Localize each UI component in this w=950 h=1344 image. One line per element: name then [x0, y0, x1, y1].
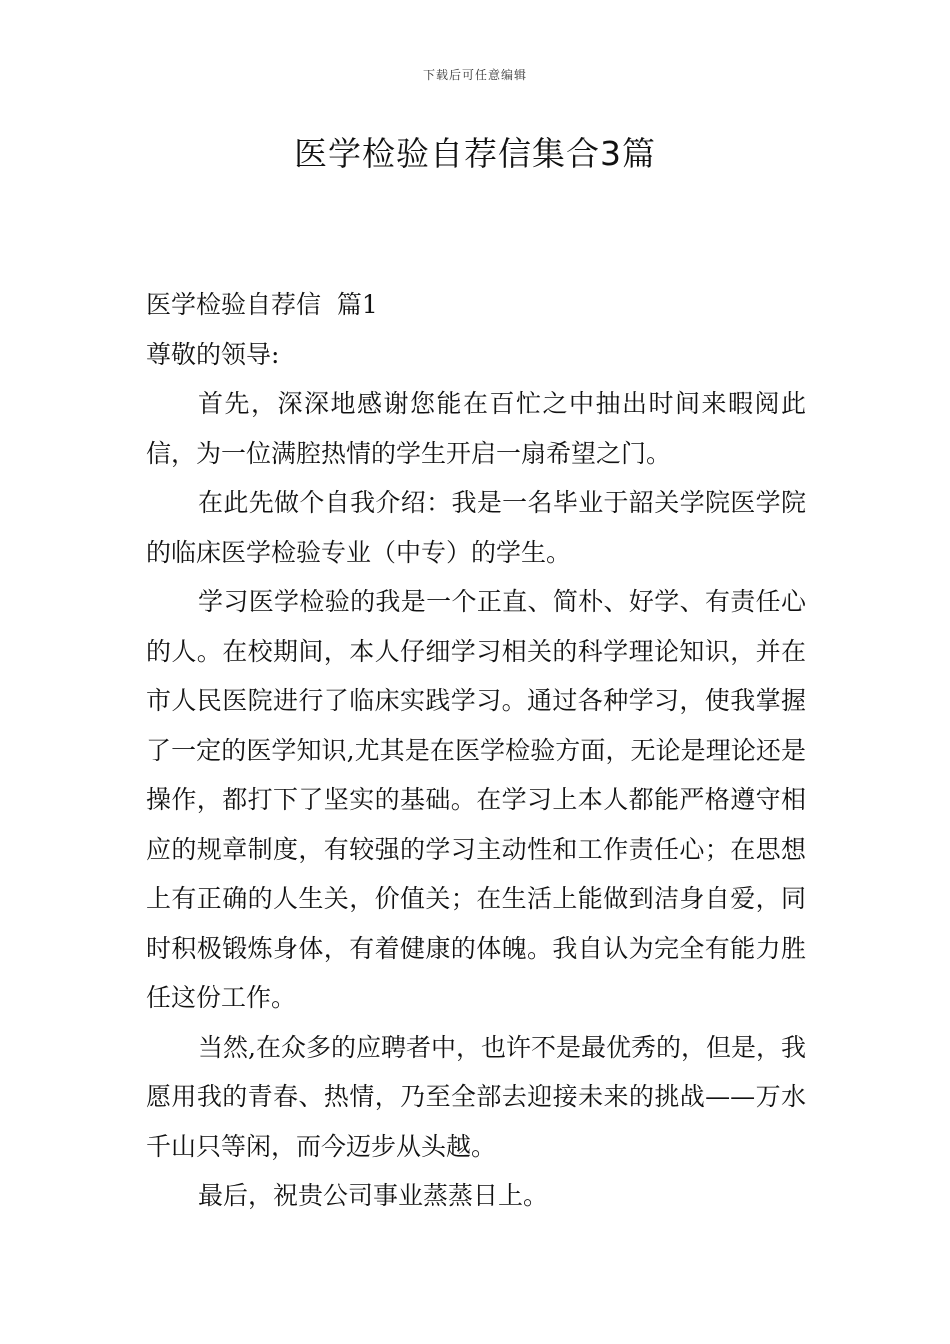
paragraph-qualifications: 学习医学检验的我是一个正直、简朴、好学、有责任心的人。在校期间，本人仔细学习相关的科学理论知识，并在市人民医院进行了临床实践学习。通过各种学习，使我掌握了一定的医学知识,尤其是在医学检验方面，无论是理论还是操作，都打下了坚实的基础。在学习上本人都能严格遵守相应的规章制度，有较强的学习主动性和工作责任心；在思想上有正确的人生关，价值关；在生活上能做到洁身自爱，同时积极锻炼身体，有着健康的体魄。我自认为完全有能力胜任这份工作。	[146, 587, 806, 1012]
section-heading: 医学检验自荐信 篇1	[146, 290, 378, 319]
salutation: 尊敬的领导:	[146, 339, 280, 369]
header-note: 下载后可任意编辑	[422, 68, 527, 82]
paragraph-thanks: 首先，深深地感谢您能在百忙之中抽出时间来暇阅此信，为一位满腔热情的学生开启一扇希望之门。	[146, 389, 806, 468]
document-title: 医学检验自荐信集合3篇	[294, 134, 656, 173]
paragraph-closing-wish: 最后，祝贵公司事业蒸蒸日上。	[198, 1181, 549, 1210]
document-body	[146, 280, 806, 1221]
paragraph-introduction: 在此先做个自我介绍：我是一名毕业于韶关学院医学院的临床医学检验专业（中专）的学生。	[146, 488, 806, 567]
paragraph-commitment: 当然,在众多的应聘者中，也许不是最优秀的，但是，我愿用我的青春、热情，乃至全部去迎接未来的挑战——万水千山只等闲，而今迈步从头越。	[146, 1032, 806, 1161]
